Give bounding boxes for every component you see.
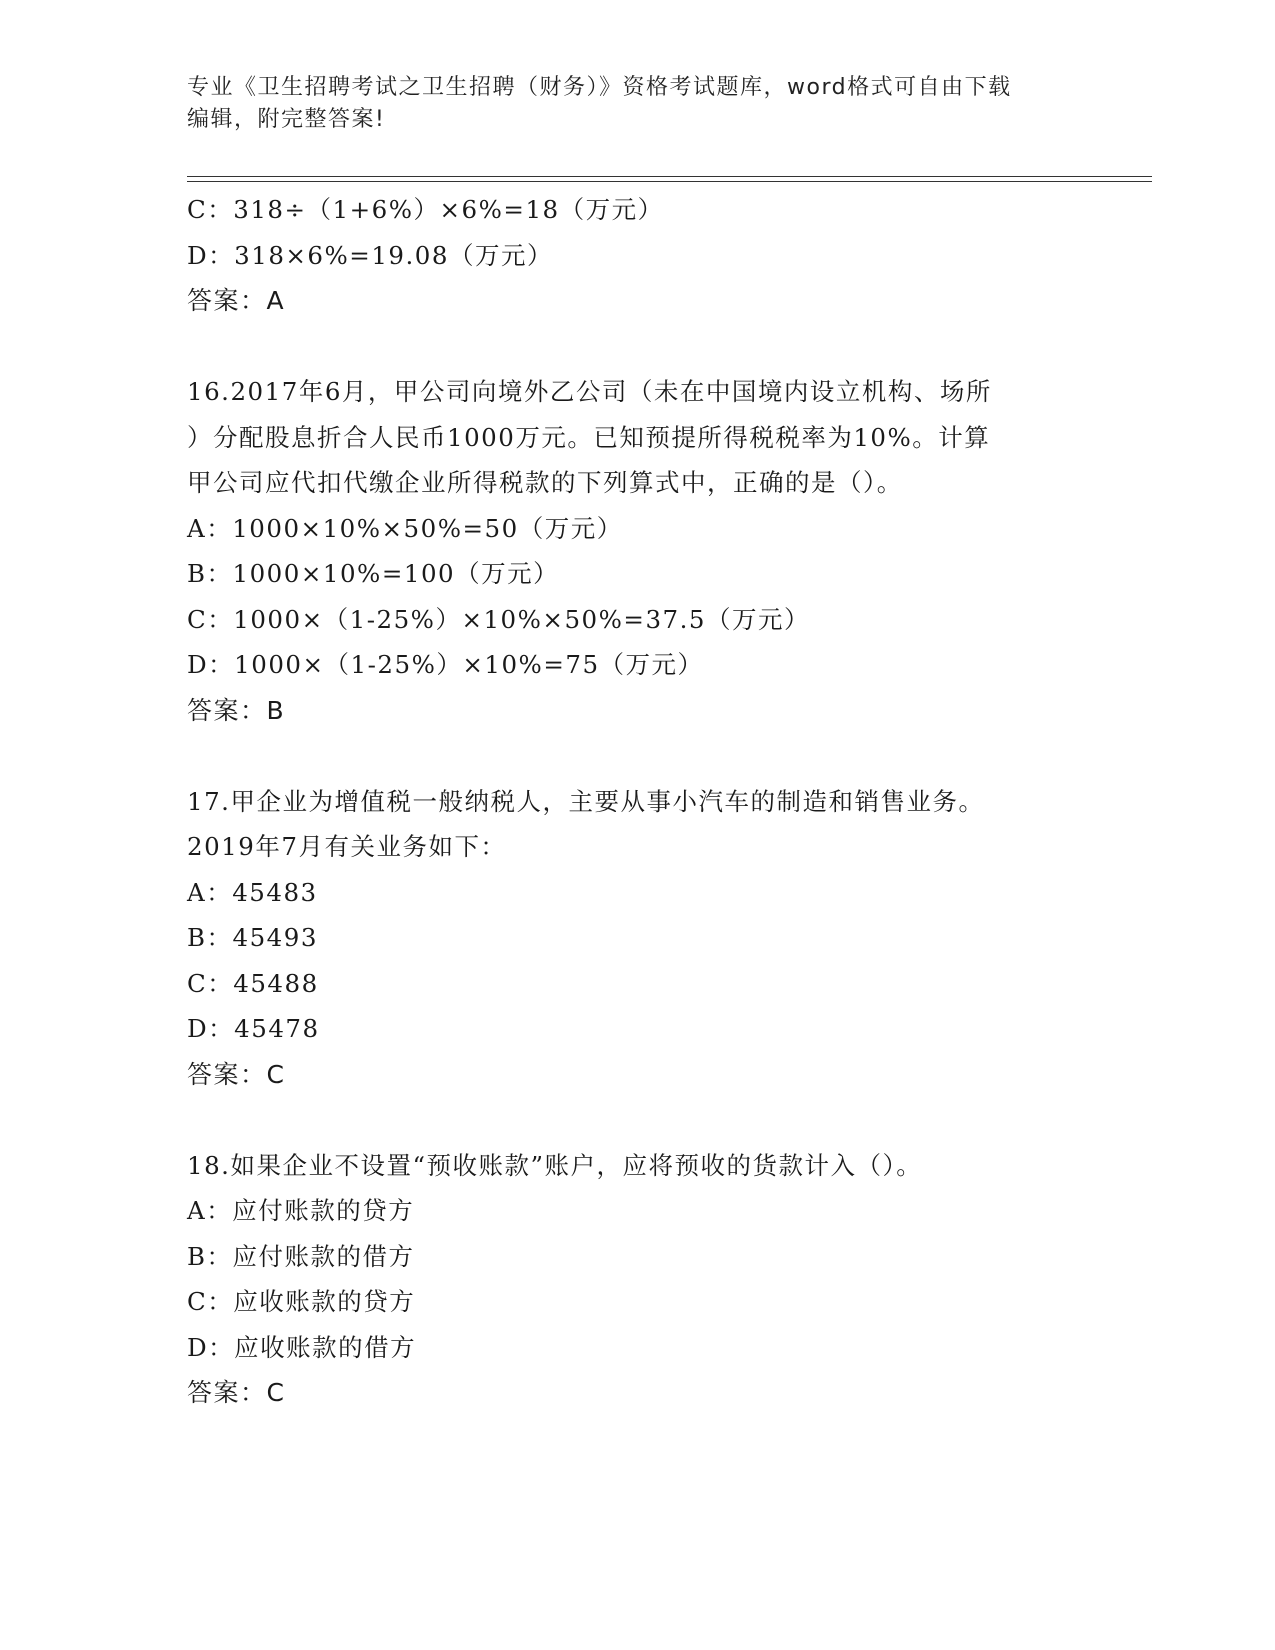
spacer — [187, 1097, 1087, 1143]
option-d: D：318×6%=19.08（万元） — [187, 240, 553, 270]
answer-label: 答案：C — [187, 1059, 286, 1089]
option-c: C：45488 — [187, 968, 319, 998]
header-divider-bottom — [187, 181, 1152, 182]
option-d: D：应收账款的借方 — [187, 1332, 417, 1362]
option-b: B：应付账款的借方 — [187, 1241, 415, 1271]
option-a: A：应付账款的贷方 — [187, 1196, 415, 1225]
option-a: A：1000×10%×50%=50（万元） — [187, 513, 623, 543]
header-divider-top — [187, 176, 1152, 177]
question-block-16 — [187, 369, 1087, 733]
option-c: C：应收账款的贷方 — [187, 1287, 416, 1316]
answer-label: 答案：C — [187, 1378, 286, 1407]
question-block-18 — [187, 1143, 1087, 1416]
spacer — [187, 733, 1087, 779]
option-d: D：1000×（1-25%）×10%=75（万元） — [187, 650, 704, 679]
option-a: A：45483 — [187, 877, 318, 907]
question-block-17 — [187, 779, 1087, 1098]
option-b: B：1000×10%=100（万元） — [187, 559, 560, 588]
question-stem-line: 18.如果企业不设置“预收账款”账户，应将预收的货款计入（）。 — [187, 1150, 923, 1180]
spacer — [187, 324, 1087, 370]
question-stem-line: 16.2017年6月，甲公司向境外乙公司（未在中国境内设立机构、场所 — [187, 377, 992, 406]
question-block-15 — [187, 187, 1087, 324]
question-stem-line: ）分配股息折合人民币1000万元。已知预提所得税税率为10%。计算 — [187, 422, 991, 452]
option-d: D：45478 — [187, 1014, 320, 1043]
answer-label: 答案：B — [187, 695, 286, 725]
header-line-2: 编辑，附完整答案! — [187, 107, 386, 132]
header-line-1: 专业《卫生招聘考试之卫生招聘（财务）》资格考试题库，word格式可自由下载 — [187, 75, 1012, 100]
answer-label: 答案：A — [187, 286, 286, 315]
option-b: B：45493 — [187, 923, 318, 952]
question-stem-line: 17.甲企业为增值税一般纳税人，主要从事小汽车的制造和销售业务。 — [187, 786, 985, 816]
question-content — [187, 187, 1087, 1416]
page-header — [187, 72, 1087, 136]
question-stem-line: 2019年7月有关业务如下： — [187, 832, 507, 861]
question-stem-line: 甲公司应代扣代缴企业所得税款的下列算式中，正确的是（）。 — [187, 468, 903, 497]
option-c: C：318÷（1+6%）×6%=18（万元） — [187, 195, 664, 224]
option-c: C：1000×（1-25%）×10%×50%=37.5（万元） — [187, 604, 810, 634]
